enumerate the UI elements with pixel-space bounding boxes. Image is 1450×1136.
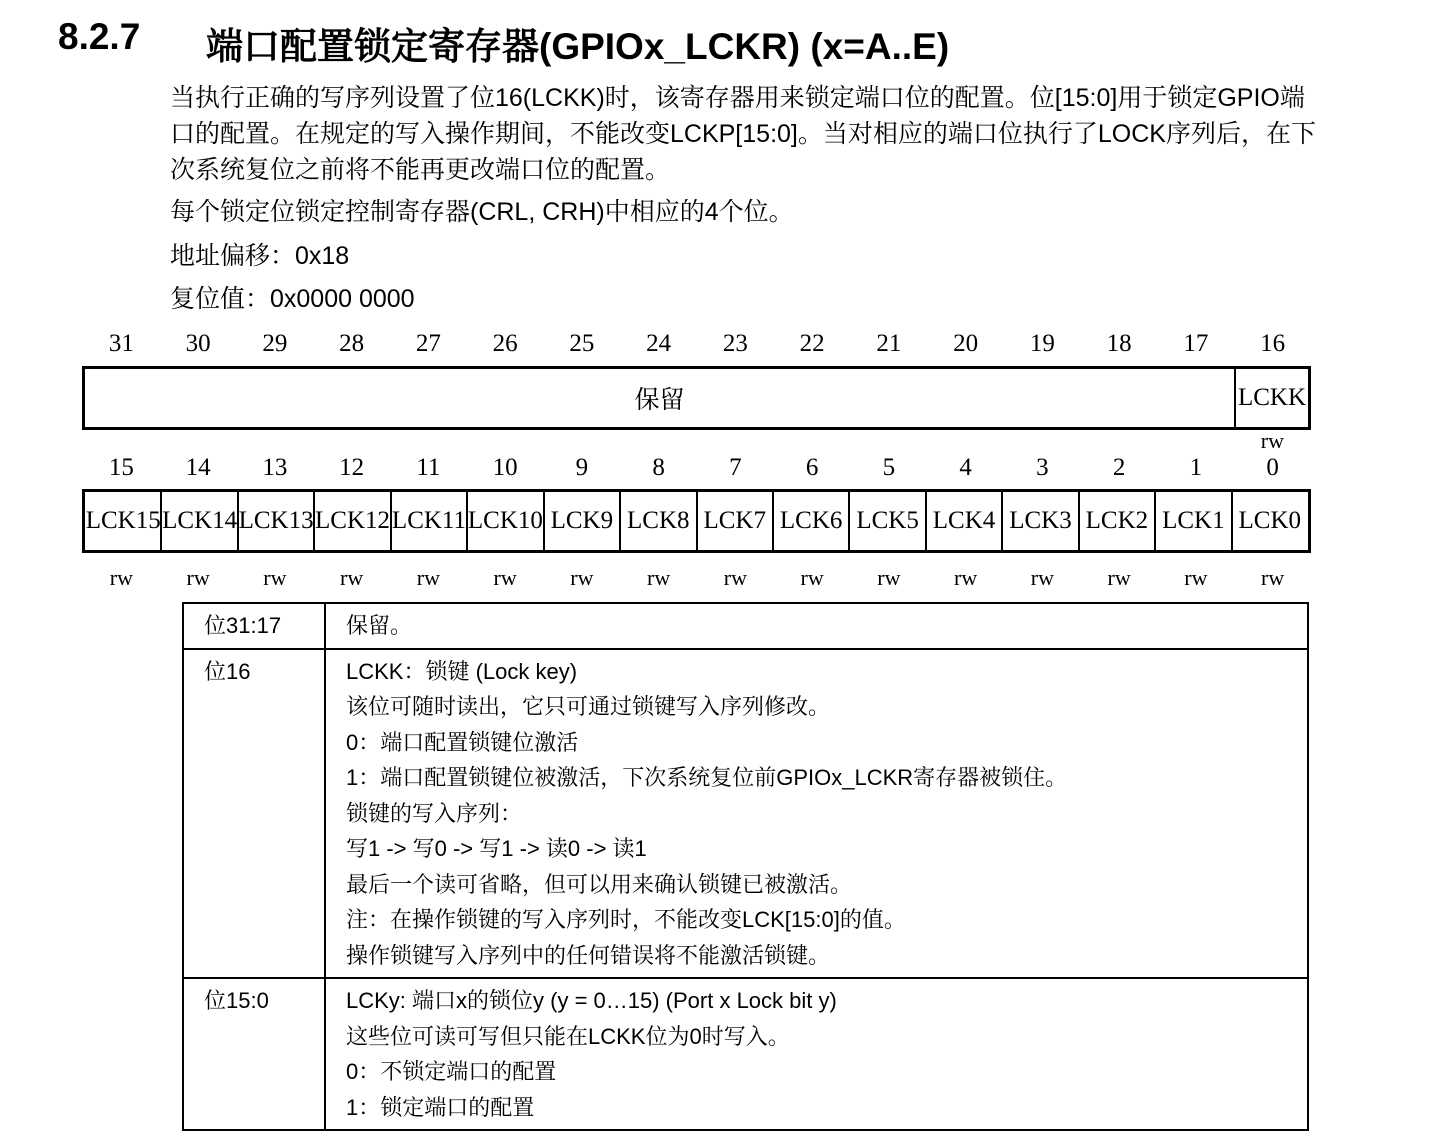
bit-number: 21 xyxy=(876,330,902,357)
bit-number: 8 xyxy=(652,454,665,481)
bit-number: 28 xyxy=(339,330,365,357)
field-lck4: LCK4 xyxy=(932,507,996,534)
description-line: LCKy: 端口x的锁位y (y = 0…15) (Port x Lock bit y) xyxy=(346,988,837,1013)
field-lck14: LCK14 xyxy=(162,507,238,534)
bit-number: 6 xyxy=(805,454,819,481)
register-low-half xyxy=(82,489,1311,553)
bit-number: 25 xyxy=(569,330,595,357)
field-divider xyxy=(925,492,927,550)
field-divider xyxy=(313,492,315,550)
bit-numbers-low xyxy=(83,454,1311,484)
reset-value: 复位值：0x0000 0000 xyxy=(170,285,415,313)
reserved-field: 保留 xyxy=(634,387,685,414)
field-divider xyxy=(1154,492,1156,550)
access-type: rw xyxy=(340,565,364,590)
field-divider xyxy=(390,492,392,550)
bit-range: 位16 xyxy=(183,649,325,979)
bit-description xyxy=(325,978,1308,1130)
field-lck8: LCK8 xyxy=(627,507,690,534)
bit-number: 27 xyxy=(415,330,441,357)
field-divider xyxy=(772,492,774,550)
bit-number: 13 xyxy=(262,454,288,481)
description-row xyxy=(183,603,1308,649)
bit-description-table xyxy=(182,602,1309,1131)
description-line: 注：在操作锁键的写入序列时，不能改变LCK[15:0]的值。 xyxy=(346,907,906,932)
field-lck9: LCK9 xyxy=(550,507,614,534)
bit-numbers-high xyxy=(83,330,1311,360)
lckk-access: rw xyxy=(1260,428,1284,453)
bit-number: 12 xyxy=(339,454,365,481)
bit-number: 7 xyxy=(729,454,742,481)
field-divider xyxy=(696,492,698,550)
access-type: rw xyxy=(954,565,978,590)
bit-number: 18 xyxy=(1106,330,1132,357)
field-lck6: LCK6 xyxy=(779,507,843,534)
field-divider xyxy=(848,492,850,550)
bit-number: 4 xyxy=(959,454,972,481)
bit-number: 15 xyxy=(108,454,134,481)
bit-number: 3 xyxy=(1036,454,1049,481)
bit-number: 31 xyxy=(108,330,134,357)
field-lck3: LCK3 xyxy=(1009,507,1072,534)
field-lck12: LCK12 xyxy=(315,507,391,534)
access-type: rw xyxy=(1030,565,1054,590)
access-type: rw xyxy=(570,565,594,590)
bit-number: 0 xyxy=(1266,454,1279,481)
access-type: rw xyxy=(109,565,133,590)
description-line: LCKK：锁键 (Lock key) xyxy=(346,658,578,684)
bit-range: 位31:17 xyxy=(183,603,325,649)
low-access-row xyxy=(83,565,1311,593)
access-type: rw xyxy=(493,565,517,590)
bit-number: 17 xyxy=(1183,330,1209,357)
access-type: rw xyxy=(723,565,747,590)
bit-range: 位15:0 xyxy=(183,978,325,1130)
description-line: 操作锁键写入序列中的任何错误将不能激活锁键。 xyxy=(346,942,831,968)
field-lck1: LCK1 xyxy=(1162,507,1225,534)
description-line: 0：端口配置锁键位激活 xyxy=(346,729,579,755)
access-type: rw xyxy=(1107,565,1131,590)
bit-number: 29 xyxy=(262,330,288,357)
address-offset: 地址偏移：0x18 xyxy=(170,242,350,270)
field-lck15: LCK15 xyxy=(85,507,161,534)
field-divider xyxy=(619,492,621,550)
access-type: rw xyxy=(263,565,287,590)
bit-number: 30 xyxy=(185,330,211,357)
bit-number: 16 xyxy=(1260,330,1286,357)
bit-number: 20 xyxy=(953,330,979,357)
register-high-half xyxy=(82,366,1311,430)
description-line: 这些位可读可写但只能在LCKK位为0时写入。 xyxy=(346,1023,790,1049)
bit-number: 5 xyxy=(882,454,896,481)
field-lck11: LCK11 xyxy=(391,507,466,534)
description-row xyxy=(183,978,1308,1130)
field-divider xyxy=(543,492,545,550)
bit-number: 2 xyxy=(1112,454,1126,481)
bit-description xyxy=(325,603,1308,649)
access-type: rw xyxy=(416,565,440,590)
field-lck7: LCK7 xyxy=(703,507,766,534)
description-row xyxy=(183,649,1308,979)
section-title: 端口配置锁定寄存器(GPIOx_LCKR) (x=A..E) xyxy=(206,26,950,67)
field-lck13: LCK13 xyxy=(238,507,314,534)
field-lck2: LCK2 xyxy=(1085,507,1149,534)
bit-number: 11 xyxy=(416,454,441,481)
field-divider xyxy=(1231,492,1233,550)
section-number: 8.2.7 xyxy=(58,16,141,57)
access-type: rw xyxy=(647,565,671,590)
field-divider xyxy=(160,492,162,550)
field-divider xyxy=(237,492,239,550)
field-lck10: LCK10 xyxy=(467,507,543,534)
description-line: 保留。 xyxy=(346,613,413,638)
bit-number: 24 xyxy=(646,330,672,357)
access-type: rw xyxy=(186,565,210,590)
description-line: 写1 -> 写0 -> 写1 -> 读0 -> 读1 xyxy=(346,836,647,861)
field-divider xyxy=(466,492,468,550)
description-line: 锁键的写入序列： xyxy=(346,800,523,826)
description-line: 该位可随时读出，它只可通过锁键写入序列修改。 xyxy=(346,694,831,719)
description-line: 1：端口配置锁键位被激活，下次系统复位前GPIOx_LCKR寄存器被锁住。 xyxy=(346,765,1068,790)
note-paragraph: 每个锁定位锁定控制寄存器(CRL, CRH)中相应的4个位。 xyxy=(170,198,794,226)
bit-number: 22 xyxy=(799,330,825,357)
bit-number: 19 xyxy=(1029,330,1055,357)
bit-description xyxy=(325,649,1308,979)
lckk-field: LCKK xyxy=(1237,384,1307,411)
bit-number: 9 xyxy=(575,454,589,481)
access-type: rw xyxy=(1261,565,1285,590)
access-type: rw xyxy=(1184,565,1208,590)
description-line: 最后一个读可省略，但可以用来确认锁键已被激活。 xyxy=(346,871,853,897)
field-lck5: LCK5 xyxy=(856,507,919,534)
field-lck0: LCK0 xyxy=(1238,507,1302,534)
bit-number: 14 xyxy=(185,454,211,481)
field-divider xyxy=(1001,492,1003,550)
bit-number: 10 xyxy=(492,454,518,481)
intro-paragraph: 当执行正确的写序列设置了位16(LCKK)时，该寄存器用来锁定端口位的配置。位[15:0]用于锁定GPIO端口的配置。在规定的写入操作期间，不能改变LCKP[15:0]。当对相应的端口位执行了LOCK序列后，在下次系统复位之前将不能再更改端口位的配置。 xyxy=(170,84,1316,184)
access-type: rw xyxy=(800,565,824,590)
bit-number: 26 xyxy=(492,330,518,357)
description-line: 0：不锁定端口的配置 xyxy=(346,1059,557,1084)
description-line: 1：锁定端口的配置 xyxy=(346,1094,535,1120)
bit-number: 23 xyxy=(722,330,748,357)
access-type: rw xyxy=(877,565,901,590)
bit-number: 1 xyxy=(1189,454,1203,481)
field-divider xyxy=(1078,492,1080,550)
